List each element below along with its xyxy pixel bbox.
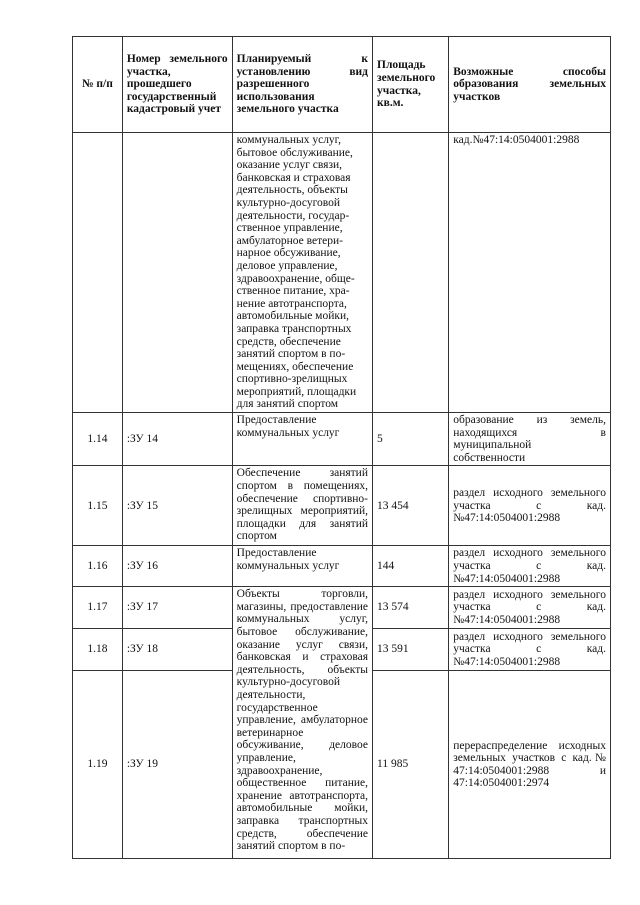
header-area: Площадь земельного участка, кв.м. [373, 37, 449, 133]
cell-num [73, 133, 123, 413]
table-header-row [73, 37, 611, 133]
table-row-1-15 [73, 466, 611, 546]
cell-plot: :ЗУ 19 [122, 671, 232, 859]
table-row-continued [73, 133, 611, 413]
cell-num: 1.18 [73, 629, 123, 671]
cell-use-merged: Объекты торговли, магазины, предоставление коммунальных услуг, бытовое обслуживание, оказание услуг связи, банковская и страховая деятельность, объекты культурно-досуговой деятельности, государственное управление, амбулаторное ветеринарное обсуживание, деловое управление, здравоохранение, общественное питание, хранение автотранспорта, автомобильные мойки, заправка транспортных средств, обеспечение занятий спортом в по- [232, 587, 372, 859]
cell-method: раздел исходного земельного участка с кад.№47:14:0504001:2988 [449, 546, 611, 587]
header-permitted-use: Планируемый к установлению вид разрешенного использования земельного участка [232, 37, 372, 133]
cell-area: 13 574 [373, 587, 449, 629]
cell-area: 13 591 [373, 629, 449, 671]
table-row-1-16 [73, 546, 611, 587]
land-plots-table [72, 36, 611, 859]
header-formation-method: Возможные способы образования земельных участков [449, 37, 611, 133]
header-plot-number: Номер земельного участка, прошедшего государственный кадастровый учет [122, 37, 232, 133]
cell-use: Предоставление коммунальных услуг [232, 546, 372, 587]
cell-num: 1.19 [73, 671, 123, 859]
cell-method: раздел исходного земельного участка с кад.№47:14:0504001:2988 [449, 629, 611, 671]
cell-use: коммунальных услуг, бытовое обслуживание, оказание услуг связи, банковская и страховая деятельность, объекты культурно-досуговой деятельности, государ- ственное управление, амбулаторное ветери- нарное обсуживание, деловое управление, здравоохранение, обще- ственное питание, хра- нение автотранспорта, автомобильные мойки, заправка транспортных средств, обеспечение занятий спортом в по- мещениях, обеспечение спортивно-зрелищных мероприятий, площадки для занятий спортом [232, 133, 372, 413]
cell-area: 144 [373, 546, 449, 587]
cell-num: 1.16 [73, 546, 123, 587]
table-row-1-17 [73, 587, 611, 629]
cell-method: перераспределение исходных земельных участков с кад.№ 47:14:0504001:2988 и 47:14:0504001:2974 [449, 671, 611, 859]
cell-use: Предоставление коммунальных услуг [232, 413, 372, 466]
cell-plot: :ЗУ 15 [122, 466, 232, 546]
cell-method: образование из земель, находящихся в муниципальной собственности [449, 413, 611, 466]
cell-plot: :ЗУ 16 [122, 546, 232, 587]
cell-num: 1.14 [73, 413, 123, 466]
cell-area [373, 133, 449, 413]
cell-plot: :ЗУ 14 [122, 413, 232, 466]
cell-plot [122, 133, 232, 413]
header-num: № п/п [73, 37, 123, 133]
cell-area: 13 454 [373, 466, 449, 546]
cell-plot: :ЗУ 18 [122, 629, 232, 671]
cell-area: 11 985 [373, 671, 449, 859]
cell-use: Обеспечение занятий спортом в помещениях, обеспечение спортивно-зрелищных мероприятий, площадки для занятий спортом [232, 466, 372, 546]
cell-plot: :ЗУ 17 [122, 587, 232, 629]
table-row-1-14 [73, 413, 611, 466]
cell-method: раздел исходного земельного участка с кад.№47:14:0504001:2988 [449, 587, 611, 629]
cell-num: 1.15 [73, 466, 123, 546]
cell-method: кад.№47:14:0504001:2988 [449, 133, 611, 413]
cell-method: раздел исходного земельного участка с кад.№47:14:0504001:2988 [449, 466, 611, 546]
cell-area: 5 [373, 413, 449, 466]
cell-num: 1.17 [73, 587, 123, 629]
